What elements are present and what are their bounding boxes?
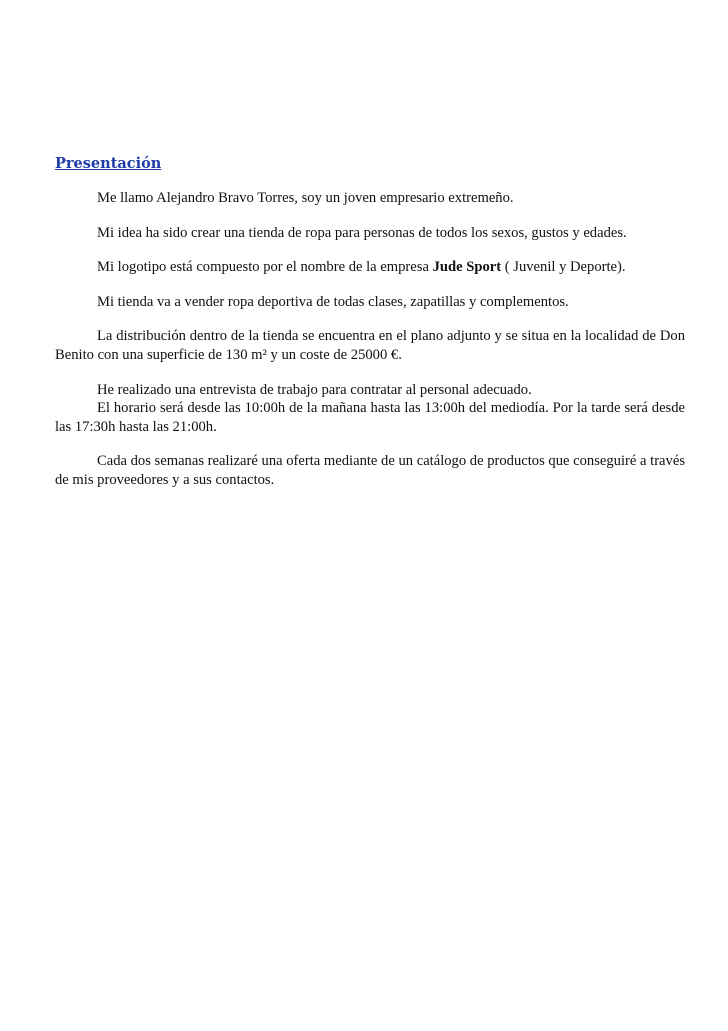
paragraph-logo-text-after: ( Juvenil y Deporte). [501, 259, 626, 276]
paragraph-schedule: El horario será desde las 10:00h de la mañana hasta las 13:00h del mediodía. Por la tarde será desde las 17:30h hasta las 21:00h. [55, 400, 685, 435]
paragraph-intro: Me llamo Alejandro Bravo Torres, soy un joven empresario extremeño. [97, 190, 514, 206]
paragraph-logo [55, 258, 685, 277]
paragraph-interview: He realizado una entrevista de trabajo para contratar al personal adecuado. [97, 381, 532, 398]
paragraph-logo-text-before: Mi logotipo está compuesto por el nombre de la empresa [97, 259, 433, 276]
paragraph-offers: Cada dos semanas realizaré una oferta mediante de un catálogo de productos que conseguiré a través de mis proveedores y a sus contactos. [55, 453, 685, 488]
paragraph-idea: Mi idea ha sido crear una tienda de ropa para personas de todos los sexos, gustos y edades. [97, 224, 627, 241]
document-page [55, 154, 685, 506]
brand-name: Jude Sport [432, 259, 502, 276]
paragraph-products: Mi tienda va a vender ropa deportiva de todas clases, zapatillas y complementos. [97, 293, 569, 310]
document-title: Presentación [55, 155, 162, 172]
paragraph-location: La distribución dentro de la tienda se encuentra en el plano adjunto y se situa en la localidad de Don Benito con una superficie de 130 m² y un coste de 25000 €. [55, 328, 685, 363]
